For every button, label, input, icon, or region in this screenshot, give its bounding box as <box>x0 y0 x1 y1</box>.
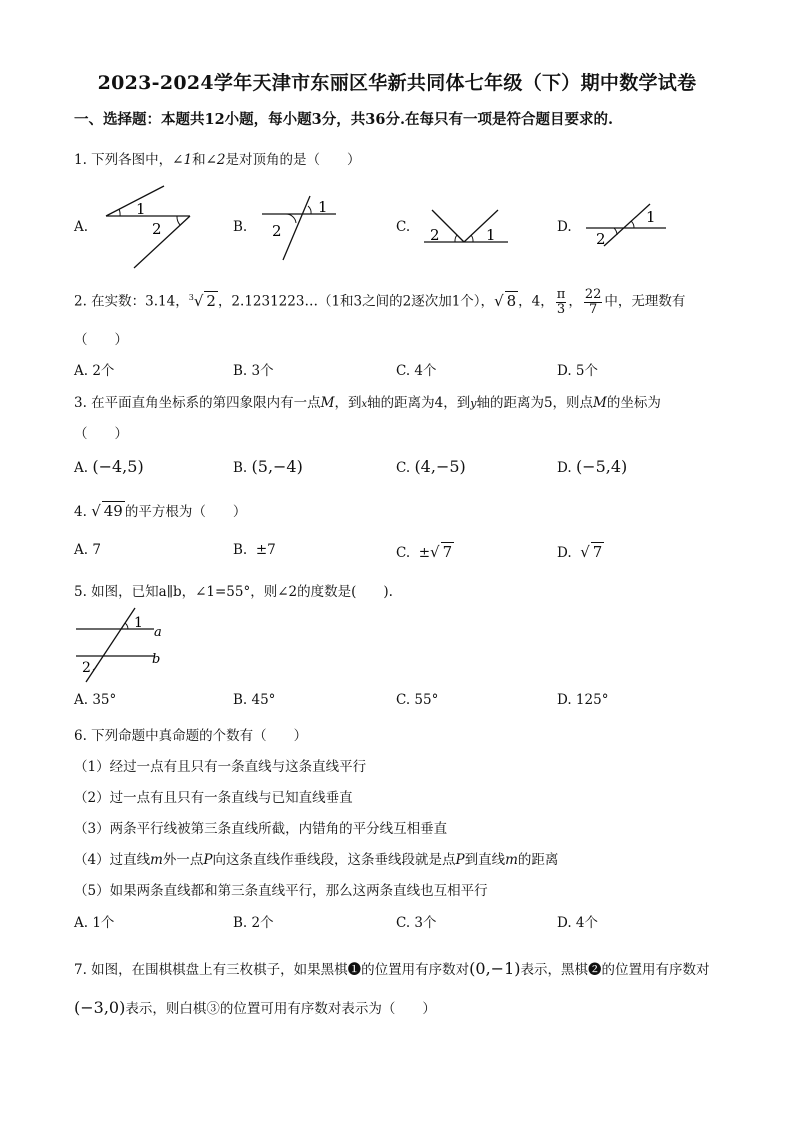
q3-option-a: A. (−4,5) <box>74 457 144 476</box>
q2-option-b: B. 3个 <box>233 363 274 379</box>
q6-option-b: B. 2个 <box>233 915 274 931</box>
q3-stem-line2: （ ） <box>74 426 128 442</box>
q1-figure-b <box>260 192 340 264</box>
q1-option-d-label: D. <box>557 219 572 235</box>
q5-figure <box>72 604 172 686</box>
q1d-label-1: 1 <box>646 208 656 226</box>
q4-option-b: B. ±7 <box>233 542 276 558</box>
q2-option-a: A. 2个 <box>74 363 115 379</box>
q1b-label-2: 2 <box>272 222 282 240</box>
q5-option-d: D. 125° <box>557 692 609 708</box>
q1-figure-a <box>102 180 198 272</box>
q2-option-c: C. 4个 <box>396 363 437 379</box>
q1c-angle1-arc <box>471 235 473 242</box>
q1c-label-2: 2 <box>430 226 440 244</box>
q1d-label-2: 2 <box>596 230 606 248</box>
q5-transversal <box>86 608 135 682</box>
q1a-lower-ray <box>134 216 190 268</box>
q1a-angle1-arc <box>119 209 120 216</box>
section-heading: 一、选择题：本题共12小题，每小题3分，共36分.在每只有一项是符合题目要求的. <box>74 111 614 128</box>
q4-option-a: A. 7 <box>74 542 101 558</box>
q5-option-c: C. 55° <box>396 692 439 708</box>
q1b-angle1-arc <box>308 206 311 214</box>
q1a-upper-ray <box>106 186 164 216</box>
q2-option-d: D. 5个 <box>557 363 599 379</box>
q5-label-2: 2 <box>82 660 91 676</box>
q1d-slanted-line <box>604 204 650 246</box>
q1b-angle2-arc <box>286 214 296 223</box>
q2-stem-line2: （ ） <box>74 332 128 348</box>
q4-sqrt49: √ 49 <box>91 502 123 520</box>
page-title: 2023-2024学年天津市东丽区华新共同体七年级（下）期中数学试卷 <box>97 72 697 94</box>
q4-option-c: C. ±√ 7 <box>396 543 453 561</box>
q5-option-b: B. 45° <box>233 692 276 708</box>
q2-pi-fraction: $\frac{\pi}{3}$ <box>556 287 566 317</box>
q7-stem: 7. 如图，在围棋棋盘上有三枚棋子，如果黑棋❶的位置用有序数对(0,−1)表示，黑棋❷的位置用有序数对 <box>74 959 710 978</box>
q7-stem-line2: (−3,0)表示，则白棋③的位置可用有序数对表示为（ ） <box>74 998 436 1017</box>
q5-label-a: a <box>154 625 162 640</box>
q1c-label-1: 1 <box>486 226 496 244</box>
q4-stem: 4. √ 49 的平方根为（ ） <box>74 502 247 520</box>
q5-option-a: A. 35° <box>74 692 117 708</box>
q6-statement-2: （2）过一点有且只有一条直线与已知直线垂直 <box>74 790 353 806</box>
q6-option-a: A. 1个 <box>74 915 115 931</box>
q3-stem: 3. 在平面直角坐标系的第四象限内有一点M，到x轴的距离为4，到y轴的距离为5，则点M的坐标为 <box>74 395 661 411</box>
q1-figure-c <box>422 204 512 248</box>
q6-stem: 6. 下列命题中真命题的个数有（ ） <box>74 728 308 744</box>
q1b-slanted-line <box>283 196 310 260</box>
q1d-angle2-arc <box>614 228 617 235</box>
q1-figure-d <box>584 202 670 250</box>
q2-22-7-fraction: $\frac{22}{7}$ <box>584 287 602 317</box>
q3-option-b: B. (5,−4) <box>233 457 303 476</box>
q5-label-b: b <box>152 652 161 667</box>
q1-option-b-label: B. <box>233 219 248 235</box>
q1d-angle1-arc <box>631 221 634 228</box>
q6-option-c: C. 3个 <box>396 915 437 931</box>
q5-stem: 5. 如图，已知a∥b，∠1=55°，则∠2的度数是( ). <box>74 584 393 600</box>
q3-option-c: C. (4,−5) <box>396 457 466 476</box>
q2-cube-root: $^3$√ 2 <box>188 291 216 310</box>
q6-statement-4: （4）过直线m外一点P向这条直线作垂线段，这条垂线段就是点P到直线m的距离 <box>74 852 559 868</box>
q1-stem: 1. 下列各图中，∠1和∠2是对顶角的是（ ） <box>74 152 361 168</box>
q1a-label-2: 2 <box>152 220 162 238</box>
q5-angle1-arc <box>125 623 128 629</box>
q6-statement-5: （5）如果两条直线都和第三条直线平行，那么这两条直线也互相平行 <box>74 883 488 899</box>
q6-statement-3: （3）两条平行线被第三条直线所截，内错角的平分线互相垂直 <box>74 821 448 837</box>
q6-option-d: D. 4个 <box>557 915 599 931</box>
q1a-angle2-arc <box>177 216 180 225</box>
q1a-label-1: 1 <box>136 200 146 218</box>
q2-stem: 2. 在实数：3.14，$^3$√ 2 ，2.1231223…（1和3之间的2逐次加1个），√ 8 ，4， $\frac{\pi}{3}$ ， $\frac{22}{7}$ 中，无理数有 <box>74 287 686 317</box>
q2-sqrt8: √ 8 <box>494 291 517 310</box>
q1-option-a-label: A. <box>74 219 89 235</box>
q1b-label-1: 1 <box>318 198 328 216</box>
q4-option-d: D. √ 7 <box>557 543 603 561</box>
q5-label-1: 1 <box>134 615 143 631</box>
q6-statement-1: （1）经过一点有且只有一条直线与这条直线平行 <box>74 759 367 775</box>
q1-option-c-label: C. <box>396 219 411 235</box>
q3-option-d: D. (−5,4) <box>557 457 628 476</box>
q1c-angle2-arc <box>455 235 457 242</box>
